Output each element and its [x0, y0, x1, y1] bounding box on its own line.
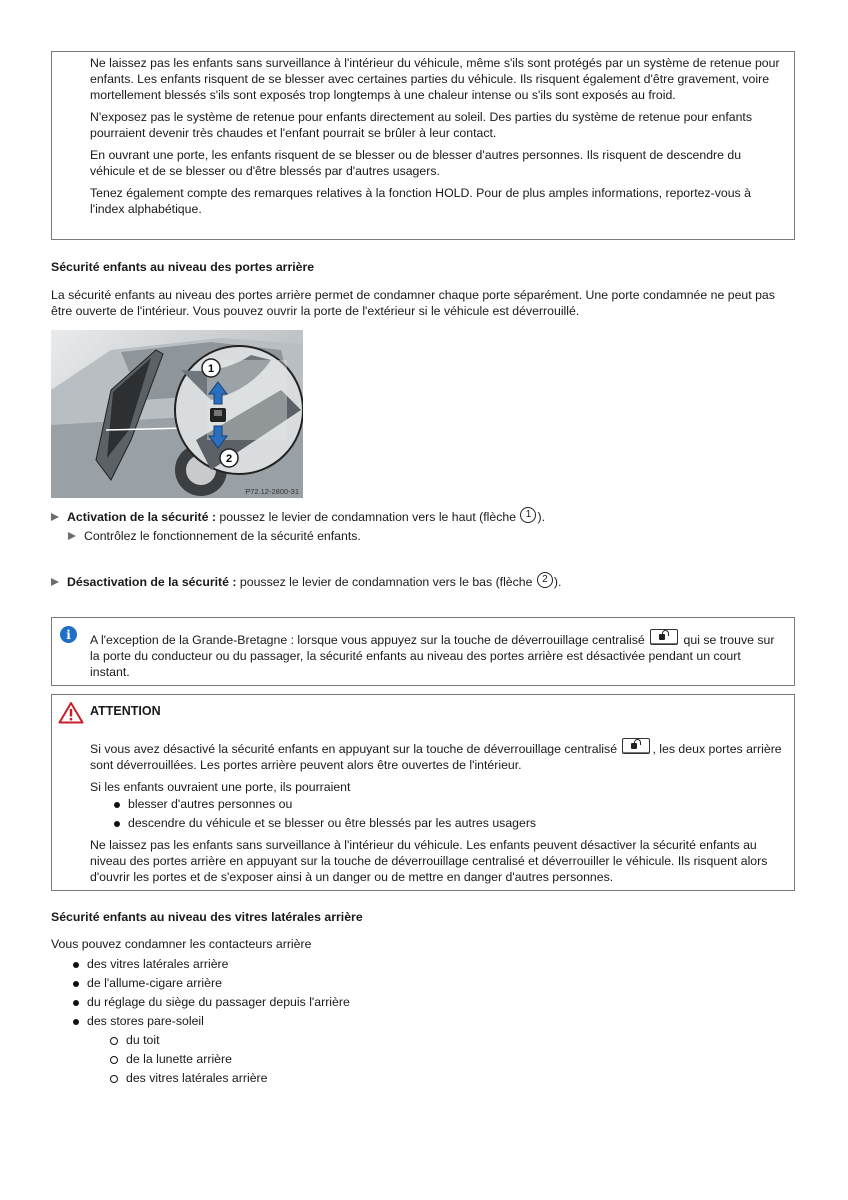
attention-p1-before: Si vous avez désactivé la sécurité enfants en appuyant sur la touche de déverrouillage centralisé: [90, 742, 618, 756]
step-deactivate-text: poussez le levier de condamnation vers le bas (flèche: [236, 575, 536, 589]
step-arrow-icon: [68, 532, 76, 540]
step-deactivate: [51, 574, 561, 590]
list-item: [114, 814, 784, 833]
info-text: [90, 629, 780, 680]
list-item: [73, 993, 350, 1012]
step-deactivate-label: Désactivation de la sécurité :: [67, 575, 237, 589]
attention-paragraph: Si les enfants ouvraient une porte, ils pourraient: [90, 780, 351, 794]
list-item-text: du toit: [126, 1033, 160, 1047]
unlock-key-icon: [622, 738, 650, 754]
door-lock-drawing: [51, 330, 303, 498]
step-check-text: Contrôlez le fonctionnement de la sécurité enfants.: [84, 529, 361, 543]
step-activate-text: poussez le levier de condamnation vers le haut (flèche: [215, 510, 520, 524]
list-item: [114, 795, 784, 814]
warning-box-content: [90, 55, 780, 217]
section-intro-windows: Vous pouvez condamner les contacteurs arrière: [51, 937, 312, 951]
list-item: [73, 955, 350, 974]
step-activate: [51, 509, 545, 525]
list-item: [73, 1012, 350, 1031]
list-item: [110, 1069, 267, 1088]
attention-title: ATTENTION: [90, 704, 161, 718]
attention-p1-after: , les deux portes arrière sont déverrouillées. Les portes arrière peuvent alors être ouvertes de l'intérieur.: [90, 742, 782, 772]
bullet-ring-icon: [110, 1075, 118, 1083]
step-deactivate-end: ).: [553, 575, 562, 589]
attention-paragraph: Ne laissez pas les enfants sans surveillance à l'intérieur du véhicule. Les enfants peuvent désactiver la sécurité enfants au niveau des portes arrière en appuyant sur la touche de déverrouillage centralisé et déverrouiller le véhicule. Ils risquent alors d'ouvrir les portes et de s'exposer ainsi à un danger ou de mettre en danger d'autres personnes.: [90, 838, 768, 884]
warning-paragraph: En ouvrant une porte, les enfants risquent de se blesser ou de blesser d'autres personnes. Ils risquent de descendre du véhicule et de se blesser ou d'être blessés par d'autres usagers.: [90, 148, 742, 178]
figure-callout-2: 2: [225, 453, 233, 465]
bullet-dot-icon: [73, 962, 79, 968]
list-item-text: des stores pare-soleil: [87, 1014, 204, 1028]
section-intro-doors: La sécurité enfants au niveau des portes arrière permet de condamner chaque porte séparément. Une porte condamnée ne peut pas être ouverte de l'intérieur. Vous pouvez ouvrir la porte de l'extérieur si le véhicule est déverrouillé.: [51, 288, 775, 318]
list-item-text: descendre du véhicule et se blesser ou être blessés par les autres usagers: [128, 816, 537, 830]
section-heading-windows: Sécurité enfants au niveau des vitres latérales arrière: [51, 910, 363, 924]
section-heading-doors: Sécurité enfants au niveau des portes arrière: [51, 260, 315, 274]
step-activate-label: Activation de la sécurité :: [67, 510, 216, 524]
windows-lock-list: [73, 955, 350, 1031]
bullet-dot-icon: [114, 821, 120, 827]
list-item-text: blesser d'autres personnes ou: [128, 797, 293, 811]
warning-paragraph: Ne laissez pas les enfants sans surveillance à l'intérieur du véhicule, même s'ils sont protégés par un système de retenue pour enfants. Les enfants risquent de se blesser avec certaines parties du véhicule. Ils risquent également d'être gravement, voire mortellement blessés s'ils sont exposés trop longtemps à une chaleur intense ou s'ils sont exposés au froid.: [90, 56, 780, 102]
step-activate-end: ).: [537, 510, 545, 524]
warning-paragraph: Tenez également compte des remarques relatives à la fonction HOLD. Pour de plus amples informations, reportez-vous à l'index alphabétique.: [90, 186, 751, 216]
step-check: [68, 528, 361, 544]
attention-paragraph: [90, 738, 784, 773]
callout-number: 1: [520, 507, 536, 523]
attention-content: [90, 738, 784, 885]
attention-box: [51, 694, 795, 891]
bullet-dot-icon: [73, 981, 79, 987]
bullet-dot-icon: [73, 1019, 79, 1025]
door-lock-illustration: [51, 330, 303, 498]
attention-bullet-list: [114, 795, 784, 833]
warning-triangle-icon: [58, 701, 84, 724]
unlock-key-icon: [650, 629, 678, 645]
list-item-text: du réglage du siège du passager depuis l'arrière: [87, 995, 350, 1009]
info-icon: i: [60, 626, 77, 643]
bullet-dot-icon: [114, 802, 120, 808]
sunblind-sublist: [110, 1031, 267, 1088]
figure-code: P72.12-2800-31: [245, 487, 299, 496]
list-item: [73, 974, 350, 993]
list-item: [110, 1031, 267, 1050]
list-item-text: des vitres latérales arrière: [87, 957, 229, 971]
warning-paragraph: N'exposez pas le système de retenue pour enfants directement au soleil. Des parties du système de retenue pour enfants pourraient devenir très chaudes et l'enfant pourrait se brûler à leur contact.: [90, 110, 752, 140]
step-arrow-icon: [51, 513, 59, 521]
list-item-text: de la lunette arrière: [126, 1052, 232, 1066]
figure-callout-1: 1: [207, 363, 215, 375]
step-arrow-icon: [51, 578, 59, 586]
bullet-ring-icon: [110, 1056, 118, 1064]
info-text-before: A l'exception de la Grande-Bretagne : lorsque vous appuyez sur la touche de déverrouillage centralisé: [90, 633, 645, 647]
callout-number: 2: [537, 572, 553, 588]
warning-box-top: [51, 51, 795, 240]
bullet-dot-icon: [73, 1000, 79, 1006]
list-item-text: de l'allume-cigare arrière: [87, 976, 222, 990]
info-text-after: qui se trouve sur la porte du conducteur ou du passager, la sécurité enfants au niveau des portes arrière est désactivée pendant un court instant.: [90, 633, 775, 679]
info-box: [51, 617, 795, 686]
list-item-text: des vitres latérales arrière: [126, 1071, 268, 1085]
bullet-ring-icon: [110, 1037, 118, 1045]
list-item: [110, 1050, 267, 1069]
